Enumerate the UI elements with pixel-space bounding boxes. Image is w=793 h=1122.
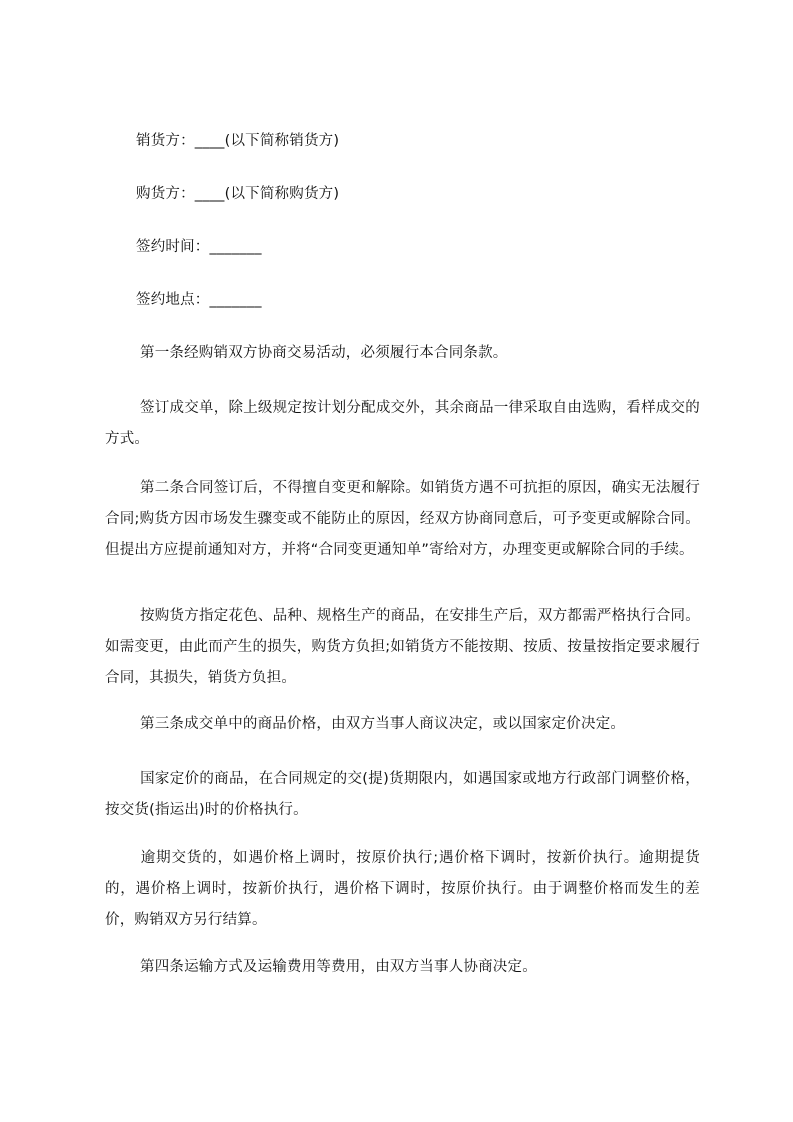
paragraph-specified-goods: 按购货方指定花色、品种、规格生产的商品，在安排生产后，双方都需严格执行合同。如需变更，由此而产生的损失，购货方负担;如销货方不能按期、按质、按量按指定要求履行合同，其损失，销货方负担。 [105,608,700,686]
paragraph-article-4: 第四条运输方式及运输费用等费用，由双方当事人协商决定。 [140,959,537,975]
paragraph-article-1: 第一条经购销双方协商交易活动，必须履行本合同条款。 [140,345,508,361]
signing-time-line: 签约时间：_______ [136,239,262,255]
paragraph-state-pricing: 国家定价的商品，在合同规定的交(提)货期限内，如遇国家或地方行政部门调整价格，按交货(指运出)时的价格执行。 [105,771,700,818]
signing-place-line: 签约地点：_______ [136,292,262,308]
paragraph-order-form: 签订成交单，除上级规定按计划分配成交外，其余商品一律采取自由选购，看样成交的方式。 [105,400,700,447]
paragraph-overdue-delivery: 逾期交货的，如遇价格上调时，按原价执行;遇价格下调时，按新价执行。逾期提货的，遇价格上调时，按新价执行，遇价格下调时，按原价执行。由于调整价格而发生的差价，购销双方另行结算。 [105,850,700,928]
buyer-line: 购货方：____(以下简称购货方) [136,186,340,202]
paragraph-article-2: 第二条合同签订后，不得擅自变更和解除。如销货方遇不可抗拒的原因，确实无法履行合同;购货方因市场发生骤变或不能防止的原因，经双方协商同意后，可予变更或解除合同。但提出方应提前通知对方，并将“合同变更通知单”寄给对方，办理变更或解除合同的手续。 [105,480,700,558]
paragraph-article-3: 第三条成交单中的商品价格，由双方当事人商议决定，或以国家定价决定。 [140,716,626,732]
seller-line: 销货方：____(以下简称销货方) [136,133,340,149]
